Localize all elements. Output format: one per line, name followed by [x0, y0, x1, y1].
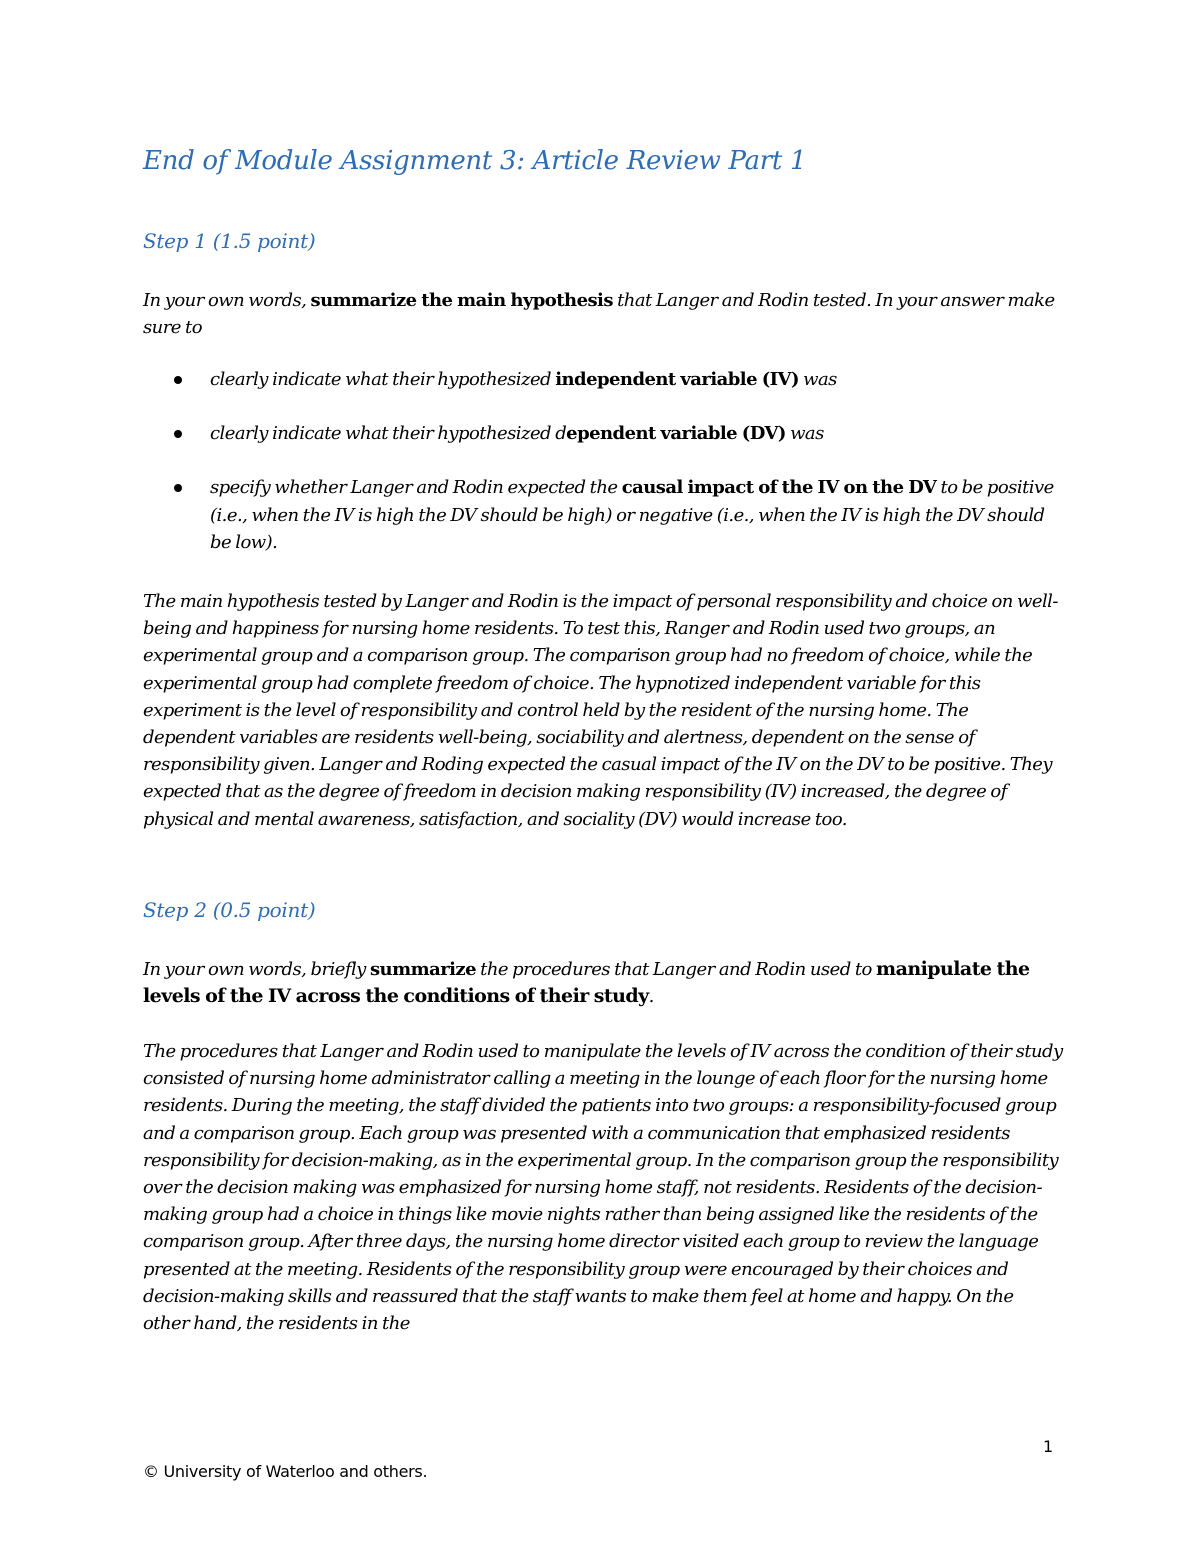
step1-prompt-bold: summarize the main hypothesis — [310, 290, 613, 311]
step2-prompt-bold: summarize — [369, 959, 476, 980]
page-number: 1 — [1043, 1437, 1054, 1456]
step1-bullet-list — [143, 366, 1063, 583]
bullet-text: specify whether Langer and Rodin expected the — [210, 477, 622, 499]
step2-prompt-text: In your own words, briefly — [143, 959, 370, 980]
bullet-text: clearly indicate what their hypothesized d — [210, 423, 567, 445]
step2-prompt — [143, 956, 1063, 1010]
bullet-item — [143, 420, 1063, 447]
document-title: End of Module Assignment 3: Article Review Part 1 — [143, 146, 807, 176]
step2-heading: Step 2 (0.5 point) — [143, 898, 316, 922]
bullet-text: was — [798, 369, 837, 390]
bullet-icon — [174, 376, 182, 384]
footer-copyright: © University of Waterloo and others. — [143, 1462, 428, 1481]
step2-prompt-bold: manipulate the levels of the IV across the conditions of their study — [143, 958, 1030, 1008]
bullet-icon — [174, 484, 182, 492]
step1-answer: The main hypothesis tested by Langer and Rodin is the impact of personal responsibility and choice on well-being and happiness for nursing home residents. To test this, Ranger and Rodin used two groups, an experimental group and a comparison group. The comparison group had no freedom of choice, while the experimental group had complete freedom of choice. The hypnotized independent variable for this experiment is the level of responsibility and control held by the resident of the nursing home. The dependent variables are residents well-being, sociability and alertness, dependent on the sense of responsibility given. Langer and Roding expected the casual impact of the IV on the DV to be positive. They expected that as the degree of freedom in decision making responsibility (IV) increased, the degree of physical and mental awareness, satisfaction, and sociality (DV) would increase too. — [143, 591, 1058, 830]
bullet-item — [143, 366, 1063, 393]
step1-heading: Step 1 (1.5 point) — [143, 229, 316, 253]
step1-prompt-text: that Langer and Rodin tested. In your answer make sure to — [143, 290, 1055, 339]
bullet-bold: independent variable (IV) — [555, 369, 799, 390]
step2-answer: The procedures that Langer and Rodin used to manipulate the levels of IV across the condition of their study consisted of nursing home administrator calling a meeting in the lounge of each floor for the nursing home residents. During the meeting, the staff divided the patients into two groups: a responsibility-focused group and a comparison group. Each group was presented with a communication that emphasized residents responsibility for decision-making, as in the experimental group. In the comparison group the responsibility over the decision making was emphasized for nursing home staff, not residents. Residents of the decision-making group had a choice in things like movie nights rather than being assigned like the residents of the comparison group. After three days, the nursing home director visited each group to review the language presented at the meeting. Residents of the responsibility group were encouraged by their choices and decision-making skills and reassured that the staff wants to make them feel at home and happy. On the other hand, the residents in the — [143, 1041, 1063, 1335]
bullet-bold: causal impact of the IV on the DV — [621, 477, 937, 499]
step1-prompt — [143, 287, 1063, 341]
step2-prompt-text: the procedures that Langer and Rodin used to — [476, 959, 877, 980]
bullet-icon — [174, 430, 182, 438]
bullet-bold: ependent variable (DV) — [566, 423, 786, 445]
step2-prompt-text: . — [648, 986, 654, 1008]
step1-prompt-text: In your own words, — [143, 290, 311, 311]
bullet-text: was — [785, 423, 824, 445]
bullet-text: to be positive (i.e., when the IV is high the DV should be high) or negative (i.e., when the IV is high the DV should be low). — [210, 477, 1054, 553]
bullet-text: clearly indicate what their hypothesized — [210, 369, 556, 390]
bullet-item — [143, 474, 1063, 556]
